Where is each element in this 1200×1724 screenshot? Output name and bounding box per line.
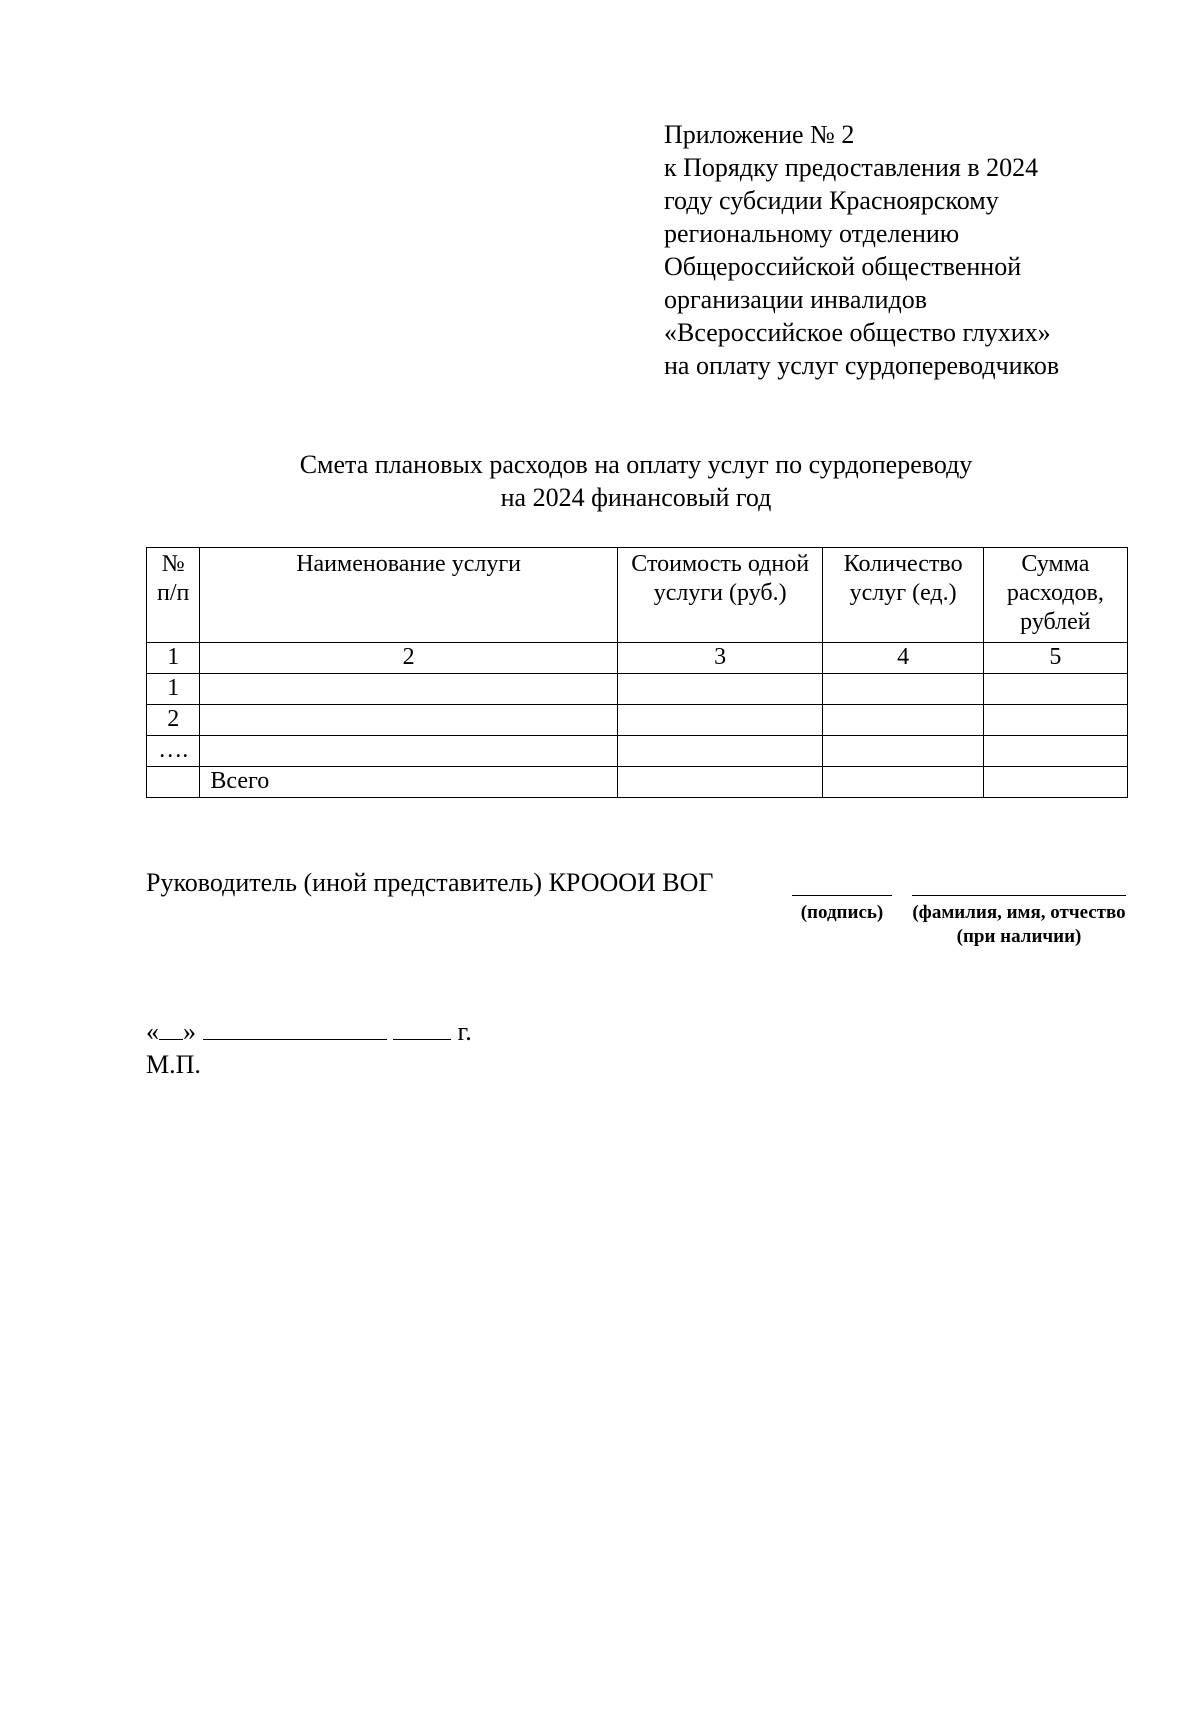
appendix-line: организации инвалидов (664, 285, 928, 314)
header-quantity: Количество услуг (ед.) (823, 548, 983, 643)
unit-cost-cell (617, 705, 823, 736)
row-number (147, 767, 200, 798)
name-line (912, 895, 1126, 896)
document-title (146, 448, 1126, 514)
date-open-quote: « (146, 1017, 159, 1046)
row-number: …. (147, 736, 200, 767)
name-caption-line-1: (фамилия, имя, отчество (912, 902, 1126, 923)
estimate-table (146, 547, 1128, 798)
header-number: № п/п (147, 548, 200, 643)
quantity-cell (823, 767, 983, 798)
date-close-quote: » (183, 1017, 196, 1046)
head-label: Руководитель (иной представитель) КРОООИ ВОГ (146, 868, 714, 897)
quantity-cell (823, 736, 983, 767)
month-blank (203, 1015, 387, 1040)
title-line-1: Смета плановых расходов на оплату услуг по сурдопереводу (299, 450, 973, 479)
year-blank (393, 1015, 451, 1040)
signature-caption: (подпись) (800, 902, 884, 923)
table-row (147, 674, 1128, 705)
table-row (147, 705, 1128, 736)
row-number: 2 (147, 705, 200, 736)
signature-line (792, 895, 892, 896)
quantity-cell (823, 674, 983, 705)
appendix-line: к Порядку предоставления в 2024 (664, 153, 1039, 182)
appendix-line: году субсидии Красноярскому (664, 186, 999, 215)
date-line (146, 1015, 472, 1048)
column-number: 1 (147, 643, 200, 674)
appendix-line: «Всероссийское общество глухих» (664, 318, 1051, 347)
column-number: 4 (823, 643, 983, 674)
sum-cell (983, 674, 1127, 705)
header-total-sum: Сумма расходов, рублей (983, 548, 1127, 643)
row-number: 1 (147, 674, 200, 705)
sum-cell (983, 705, 1127, 736)
day-blank (159, 1015, 183, 1040)
column-number: 5 (983, 643, 1127, 674)
column-number-row (147, 643, 1128, 674)
service-name-cell (200, 674, 617, 705)
column-number: 3 (617, 643, 823, 674)
column-number: 2 (200, 643, 617, 674)
table-header-row (147, 548, 1128, 643)
appendix-line: Общероссийской общественной (664, 252, 1022, 281)
sum-cell (983, 767, 1127, 798)
appendix-line: региональному отделению (664, 219, 960, 248)
unit-cost-cell (617, 767, 823, 798)
service-name-cell (200, 705, 617, 736)
title-line-2: на 2024 финансовый год (500, 483, 772, 512)
appendix-line: на оплату услуг сурдопереводчиков (664, 351, 1060, 380)
sum-cell (983, 736, 1127, 767)
unit-cost-cell (617, 736, 823, 767)
total-row (147, 767, 1128, 798)
name-caption-line-2: (при наличии) (956, 926, 1082, 947)
table-row (147, 736, 1128, 767)
header-unit-cost: Стоимость одной услуги (руб.) (617, 548, 823, 643)
service-name-cell (200, 736, 617, 767)
appendix-line: Приложение № 2 (664, 120, 855, 149)
quantity-cell (823, 705, 983, 736)
year-suffix: г. (457, 1017, 472, 1046)
unit-cost-cell (617, 674, 823, 705)
appendix-header (664, 118, 1164, 382)
header-service-name: Наименование услуги (200, 548, 617, 643)
stamp-place: М.П. (146, 1050, 201, 1079)
total-label: Всего (200, 767, 617, 798)
